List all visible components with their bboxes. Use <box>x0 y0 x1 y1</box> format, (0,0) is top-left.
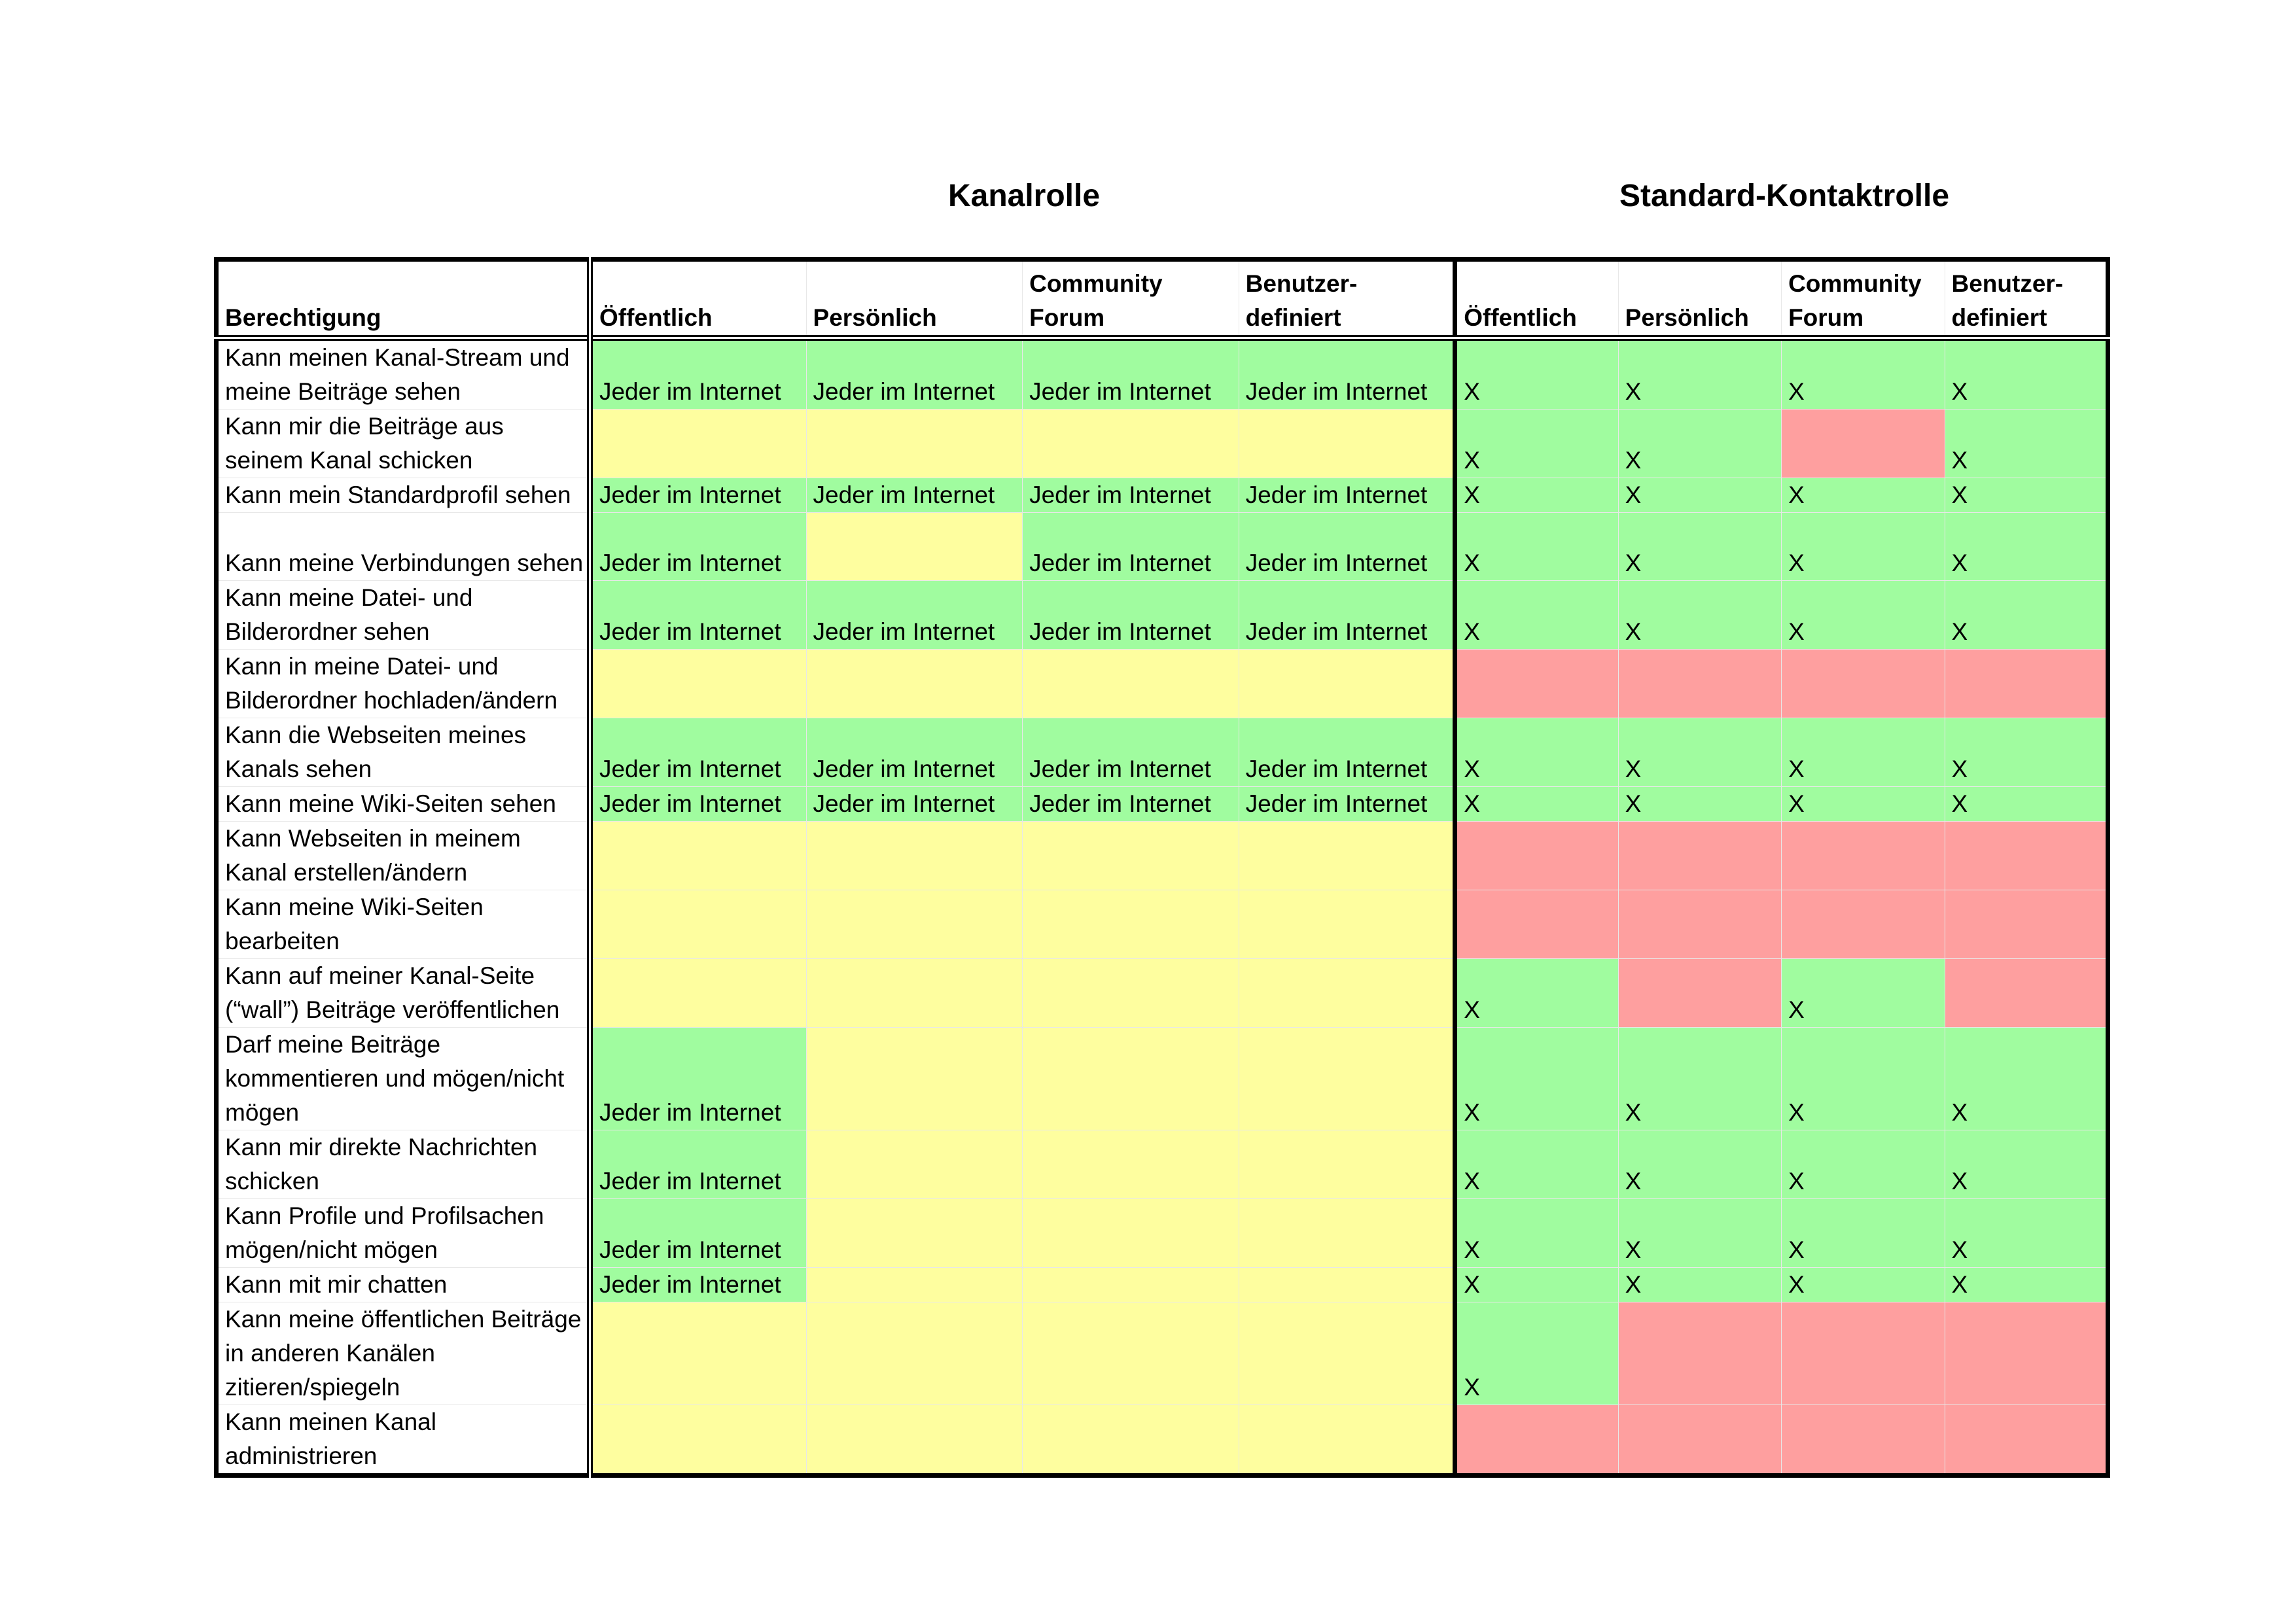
permission-label: Kann meine Wiki-Seiten sehen <box>217 787 590 822</box>
table-row <box>217 478 2108 513</box>
kanal-cell <box>1023 959 1239 1028</box>
header-kontakt-oeffentlich: Öffentlich <box>1455 260 1618 338</box>
permission-label: Darf meine Beiträge kommentieren und mögen/nicht mögen <box>217 1028 590 1130</box>
table-row <box>217 890 2108 959</box>
kanal-cell <box>1023 822 1239 890</box>
kontakt-cell: X <box>1945 1028 2108 1130</box>
kanal-cell <box>1239 959 1455 1028</box>
kanal-cell <box>1023 1130 1239 1199</box>
kontakt-cell <box>1945 890 2108 959</box>
permission-label: Kann die Webseiten meines Kanals sehen <box>217 718 590 787</box>
kontakt-cell: X <box>1782 338 1945 410</box>
kanal-cell: Jeder im Internet <box>590 478 806 513</box>
kontakt-cell <box>1782 890 1945 959</box>
header-kontakt-community-forum: Community Forum <box>1782 260 1945 338</box>
table-row <box>217 718 2108 787</box>
permission-label: Kann meine öffentlichen Beiträge in anderen Kanälen zitieren/spiegeln <box>217 1302 590 1405</box>
kanal-cell <box>1239 410 1455 478</box>
kontakt-cell: X <box>1618 513 1781 581</box>
kanal-cell: Jeder im Internet <box>1239 581 1455 650</box>
kanal-cell: Jeder im Internet <box>1239 338 1455 410</box>
kontakt-cell <box>1782 1405 1945 1476</box>
header-kanal-benutzerdefiniert: Benutzer- definiert <box>1239 260 1455 338</box>
table-row <box>217 1405 2108 1476</box>
kontakt-cell: X <box>1782 478 1945 513</box>
table-row <box>217 581 2108 650</box>
table-row <box>217 513 2108 581</box>
kanal-cell <box>1239 650 1455 718</box>
table-row <box>217 1268 2108 1302</box>
kanal-cell <box>806 410 1023 478</box>
table-row <box>217 787 2108 822</box>
kanal-cell: Jeder im Internet <box>1023 718 1239 787</box>
kanal-cell <box>1239 822 1455 890</box>
permission-label: Kann Webseiten in meinem Kanal erstellen/ändern <box>217 822 590 890</box>
kontakt-cell <box>1782 822 1945 890</box>
kontakt-cell: X <box>1455 513 1618 581</box>
kanal-cell <box>1023 1028 1239 1130</box>
header-kanal-persoenlich: Persönlich <box>806 260 1023 338</box>
kontakt-cell <box>1945 959 2108 1028</box>
permission-label: Kann mir die Beiträge aus seinem Kanal schicken <box>217 410 590 478</box>
kontakt-cell: X <box>1455 1268 1618 1302</box>
kanal-cell <box>1239 1028 1455 1130</box>
kanal-cell <box>590 1302 806 1405</box>
kontakt-cell: X <box>1618 410 1781 478</box>
kanal-cell: Jeder im Internet <box>1023 338 1239 410</box>
kontakt-cell: X <box>1618 1268 1781 1302</box>
kontakt-cell <box>1945 1405 2108 1476</box>
permission-label: Kann Profile und Profilsachen mögen/nicht mögen <box>217 1199 590 1268</box>
kanal-cell <box>590 1405 806 1476</box>
kanal-cell <box>806 959 1023 1028</box>
kontakt-cell <box>1618 1405 1781 1476</box>
kontakt-cell: X <box>1782 718 1945 787</box>
kanal-cell <box>1023 410 1239 478</box>
kontakt-cell <box>1618 1302 1781 1405</box>
kanal-cell: Jeder im Internet <box>1023 513 1239 581</box>
kontakt-cell <box>1455 890 1618 959</box>
kanal-cell <box>806 1302 1023 1405</box>
kontakt-cell <box>1945 1302 2108 1405</box>
kanal-cell <box>1239 1130 1455 1199</box>
kanal-cell: Jeder im Internet <box>806 718 1023 787</box>
kontakt-cell <box>1455 650 1618 718</box>
kontakt-cell: X <box>1945 1199 2108 1268</box>
kanal-cell <box>590 650 806 718</box>
kontakt-cell: X <box>1618 787 1781 822</box>
permission-label: Kann meine Datei- und Bilderordner sehen <box>217 581 590 650</box>
kanal-cell: Jeder im Internet <box>1239 787 1455 822</box>
kontakt-cell <box>1945 822 2108 890</box>
kanal-cell <box>1023 1199 1239 1268</box>
kontakt-cell: X <box>1455 410 1618 478</box>
kanal-cell <box>806 1199 1023 1268</box>
kontakt-cell: X <box>1455 959 1618 1028</box>
kanal-cell: Jeder im Internet <box>590 718 806 787</box>
table-row <box>217 410 2108 478</box>
kanal-cell <box>1023 890 1239 959</box>
kontakt-cell: X <box>1782 959 1945 1028</box>
permission-label: Kann mir direkte Nachrichten schicken <box>217 1130 590 1199</box>
header-row <box>217 260 2108 338</box>
kanal-cell: Jeder im Internet <box>1239 718 1455 787</box>
permissions-table <box>214 257 2110 1478</box>
table-row <box>217 1199 2108 1268</box>
permission-label: Kann meine Wiki-Seiten bearbeiten <box>217 890 590 959</box>
kontakt-cell: X <box>1618 338 1781 410</box>
kontakt-cell: X <box>1618 1199 1781 1268</box>
kanal-cell <box>806 1028 1023 1130</box>
kanal-cell: Jeder im Internet <box>590 1268 806 1302</box>
header-kontakt-persoenlich: Persönlich <box>1618 260 1781 338</box>
kanal-cell: Jeder im Internet <box>590 1130 806 1199</box>
header-kanal-oeffentlich: Öffentlich <box>590 260 806 338</box>
kontakt-cell: X <box>1618 478 1781 513</box>
kanal-cell: Jeder im Internet <box>1023 581 1239 650</box>
kanal-cell: Jeder im Internet <box>806 787 1023 822</box>
kontakt-cell: X <box>1782 1028 1945 1130</box>
kontakt-cell: X <box>1945 718 2108 787</box>
kontakt-cell <box>1945 650 2108 718</box>
kanal-cell <box>806 1405 1023 1476</box>
kontakt-cell: X <box>1455 581 1618 650</box>
kanal-cell: Jeder im Internet <box>1239 513 1455 581</box>
kontakt-cell: X <box>1455 787 1618 822</box>
kontakt-cell: X <box>1782 787 1945 822</box>
kanal-cell <box>1023 1268 1239 1302</box>
table-row <box>217 1302 2108 1405</box>
header-berechtigung: Berechtigung <box>217 260 590 338</box>
kontakt-cell: X <box>1945 478 2108 513</box>
kontakt-cell: X <box>1455 338 1618 410</box>
kontakt-cell: X <box>1945 410 2108 478</box>
kontakt-cell: X <box>1455 718 1618 787</box>
kontakt-cell: X <box>1455 1302 1618 1405</box>
kontakt-cell: X <box>1455 1028 1618 1130</box>
kontakt-cell <box>1618 822 1781 890</box>
kanal-cell: Jeder im Internet <box>590 581 806 650</box>
kontakt-cell: X <box>1945 787 2108 822</box>
kontakt-cell: X <box>1782 1268 1945 1302</box>
kanal-cell: Jeder im Internet <box>806 478 1023 513</box>
table-row <box>217 1130 2108 1199</box>
kontakt-cell <box>1618 650 1781 718</box>
kontakt-cell <box>1782 650 1945 718</box>
kanal-cell <box>806 650 1023 718</box>
kontakt-cell: X <box>1945 1268 2108 1302</box>
kanal-cell <box>590 822 806 890</box>
kontakt-cell: X <box>1782 581 1945 650</box>
group-titles <box>0 178 2296 224</box>
kanalrolle-title: Kanalrolle <box>947 179 1101 213</box>
kontakt-cell: X <box>1945 513 2108 581</box>
kanal-cell: Jeder im Internet <box>806 338 1023 410</box>
header-kontakt-benutzerdefiniert: Benutzer- definiert <box>1945 260 2108 338</box>
kontakt-cell: X <box>1945 1130 2108 1199</box>
kontakt-cell: X <box>1455 1130 1618 1199</box>
kanal-cell <box>1239 890 1455 959</box>
kontakt-cell: X <box>1618 718 1781 787</box>
permission-label: Kann mit mir chatten <box>217 1268 590 1302</box>
kanal-cell: Jeder im Internet <box>1023 478 1239 513</box>
kontakt-cell: X <box>1945 581 2108 650</box>
kanal-cell <box>590 410 806 478</box>
kontakt-cell <box>1782 1302 1945 1405</box>
permission-label: Kann in meine Datei- und Bilderordner hochladen/ändern <box>217 650 590 718</box>
kontakt-cell <box>1455 1405 1618 1476</box>
kanal-cell: Jeder im Internet <box>590 338 806 410</box>
kanal-cell: Jeder im Internet <box>590 787 806 822</box>
kanal-cell <box>1239 1302 1455 1405</box>
kanal-cell <box>806 1130 1023 1199</box>
permission-label: Kann meinen Kanal-Stream und meine Beiträge sehen <box>217 338 590 410</box>
kontakt-cell: X <box>1782 513 1945 581</box>
kanal-cell <box>590 959 806 1028</box>
permissions-body <box>217 338 2108 1476</box>
table-row <box>217 650 2108 718</box>
kanal-cell <box>1239 1405 1455 1476</box>
table-row <box>217 822 2108 890</box>
permission-label: Kann mein Standardprofil sehen <box>217 478 590 513</box>
kontaktrolle-title: Standard-Kontaktrolle <box>1619 179 1950 213</box>
kontakt-cell: X <box>1945 338 2108 410</box>
permission-label: Kann meinen Kanal administrieren <box>217 1405 590 1476</box>
kanal-cell <box>806 822 1023 890</box>
kanal-cell: Jeder im Internet <box>590 1199 806 1268</box>
kanal-cell <box>806 890 1023 959</box>
kanal-cell: Jeder im Internet <box>1023 787 1239 822</box>
kanal-cell <box>1023 1302 1239 1405</box>
kanal-cell <box>1239 1199 1455 1268</box>
kontakt-cell <box>1618 890 1781 959</box>
kanal-cell <box>1239 1268 1455 1302</box>
kontakt-cell: X <box>1455 478 1618 513</box>
kanal-cell <box>806 1268 1023 1302</box>
kontakt-cell: X <box>1618 1028 1781 1130</box>
table-row <box>217 338 2108 410</box>
kontakt-cell <box>1782 410 1945 478</box>
kontakt-cell: X <box>1618 581 1781 650</box>
kanal-cell <box>1023 650 1239 718</box>
kanal-cell <box>590 890 806 959</box>
kontakt-cell <box>1618 959 1781 1028</box>
kanal-cell <box>806 513 1023 581</box>
kanal-cell: Jeder im Internet <box>1239 478 1455 513</box>
kanal-cell: Jeder im Internet <box>590 1028 806 1130</box>
kontakt-cell: X <box>1618 1130 1781 1199</box>
kontakt-cell: X <box>1782 1130 1945 1199</box>
kontakt-cell: X <box>1455 1199 1618 1268</box>
table-row <box>217 959 2108 1028</box>
permission-label: Kann meine Verbindungen sehen <box>217 513 590 581</box>
kontakt-cell <box>1455 822 1618 890</box>
kanal-cell: Jeder im Internet <box>590 513 806 581</box>
table-row <box>217 1028 2108 1130</box>
kanal-cell: Jeder im Internet <box>806 581 1023 650</box>
permission-label: Kann auf meiner Kanal-Seite (“wall”) Beiträge veröffentlichen <box>217 959 590 1028</box>
kontakt-cell: X <box>1782 1199 1945 1268</box>
header-kanal-community-forum: Community Forum <box>1023 260 1239 338</box>
kanal-cell <box>1023 1405 1239 1476</box>
